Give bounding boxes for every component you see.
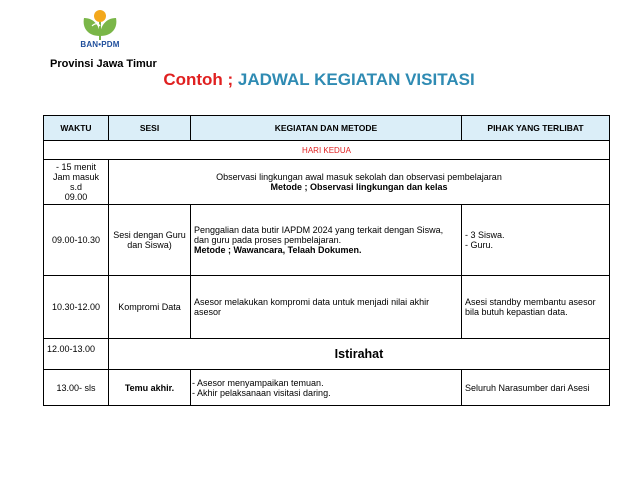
activity-cell [191,276,462,339]
parties-cell [462,205,610,276]
day-row [44,141,610,160]
method-text: Metode ; Wawancara, Telaah Dokumen. [194,245,362,255]
parties-text: - 3 Siswa. [465,230,505,240]
time-cell: 09.00-10.30 [44,205,109,276]
activity-cell [191,370,462,406]
session-cell: Kompromi Data [109,276,191,339]
column-header: SESI [109,116,191,141]
province-label: Provinsi Jawa Timur [50,58,157,70]
activity-text: Asesor melakukan kompromi data untuk menjadi nilai akhir [194,297,430,307]
time-line: - 15 menit [55,162,97,172]
activity-text: - Asesor menyampaikan temuan. [192,377,324,388]
time-line: Jam masuk s.d [52,172,99,192]
table-row [44,370,610,406]
session-cell: Temu akhir. [109,370,191,406]
parties-cell [462,276,610,339]
activity-text: - Akhir pelaksanaan visitasi daring. [192,387,331,398]
activity-text: Observasi lingkungan awal masuk sekolah dan observasi pembelajaran [216,172,502,182]
session-cell: Sesi dengan Guru dan Siswa) [109,205,191,276]
time-cell: 12.00-13.00 [44,339,109,370]
table-row [44,205,610,276]
table-header-row [44,116,610,141]
day-label: HARI KEDUA [44,141,610,160]
activity-text: asesor [194,307,222,317]
time-cell: 10.30-12.00 [44,276,109,339]
activity-text: Penggalian data butir IAPDM 2024 yang terkait dengan Siswa, [194,225,444,235]
table-row [44,339,610,370]
parties-text: - Guru. [465,240,494,250]
method-text: Metode ; Observasi lingkungan dan kelas [270,182,448,192]
title-prefix: Contoh ; [163,70,234,89]
time-line: 09.00 [64,192,88,202]
table-row [44,160,610,205]
activity-cell [109,160,610,205]
logo-text: BAN•PDM [80,40,120,49]
column-header: PIHAK YANG TERLIBAT [462,116,610,141]
schedule-table [43,115,610,406]
title-main: JADWAL KEGIATAN VISITASI [237,70,475,89]
parties-cell: Seluruh Narasumber dari Asesi [462,370,610,406]
time-cell: 13.00- sls [44,370,109,406]
break-label: Istirahat [109,339,610,370]
activity-cell [191,205,462,276]
time-cell [44,160,109,205]
table-row [44,276,610,339]
parties-text: Asesi standby membantu asesor [465,297,596,307]
column-header: WAKTU [44,116,109,141]
page-title [0,70,638,90]
column-header: KEGIATAN DAN METODE [191,116,462,141]
activity-text: dan guru pada proses pembelajaran. [194,235,342,245]
parties-text: bila butuh kepastian data. [465,307,568,317]
